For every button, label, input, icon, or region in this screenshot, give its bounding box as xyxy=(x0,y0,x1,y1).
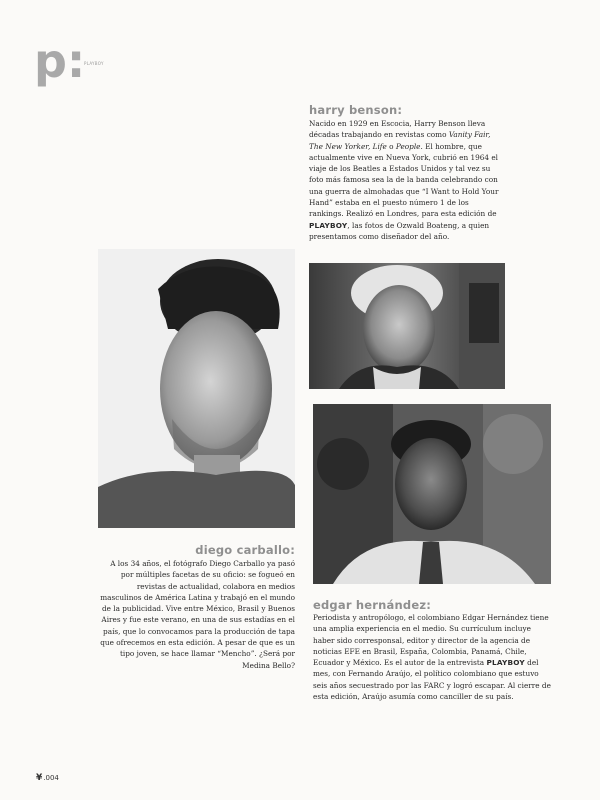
bio-text-run: People xyxy=(395,141,421,151)
playboy-bunny-icon: ¥ xyxy=(36,773,43,783)
edgar-hernandez-photo xyxy=(313,404,551,584)
harry-benson-heading: harry benson: xyxy=(309,103,403,117)
section-logo xyxy=(34,34,104,94)
logo-letter: p: xyxy=(34,34,86,88)
diego-carballo-heading: diego carballo: xyxy=(195,543,295,557)
logo-subtitle: PLAYBOY xyxy=(84,61,104,66)
bio-text-run: del mes, con Fernando Araújo, el político colombiano que estuvo seis años secuestrado por las FARC y logró escapar. Al cierre de esta edición, Araújo asumía como canciller de su país. xyxy=(313,658,551,702)
diego-carballo-bio xyxy=(98,558,295,671)
harry-benson-photo xyxy=(309,263,505,389)
harry-benson-bio xyxy=(309,118,505,242)
playboy-brand-text: PLAYBOY xyxy=(486,658,525,668)
bio-text-run: Nacido en 1929 en Escocia, Harry Benson lleva décadas trabajando en revistas como xyxy=(309,119,486,140)
bio-text-run: . El hombre, que actualmente vive en Nueva York, cubrió en 1964 el viaje de los Beatles a Estados Unidos y tal vez su foto más famosa sea la de la banda celebrando con una guerra de almohadas que “I Want to Hold Your Hand” estaba en el puesto número 1 de los rankings. Realizó en Londres, para esta edición de xyxy=(309,141,499,219)
bio-text-run: A los 34 años, el fotógrafo Diego Carballo ya pasó por múltiples facetas de su oficio: se fogueó en revistas de actualidad, colabora en medios masculinos de América Latina y trabajó en el mundo de la publicidad. Vive entre México, Brasil y Buenos Aires y fue este verano, en una de sus estadías en el país, que lo convocamos para la producción de tapa que ofrecemos en esta edición. A pesar de que es un tipo joven, se hace llamar “Mencho”. ¿Será por Medina Bello? xyxy=(100,559,295,670)
edgar-hernandez-bio xyxy=(313,612,553,702)
edgar-hernandez-heading: edgar hernández: xyxy=(313,598,432,612)
playboy-brand-text: PLAYBOY xyxy=(309,220,348,230)
page-footer xyxy=(36,773,59,783)
diego-carballo-photo xyxy=(98,249,295,528)
bio-text-run: Periodista y antropólogo, el colombiano Edgar Hernández tiene una amplia experiencia en el medio. Su currículum incluye haber sido corresponsal, editor y director de la agencia de noticias EFE en Brasil, España, Colombia, Panamá, Chile, Ecuador y México. Es el autor de la entrevista xyxy=(313,613,549,668)
bio-text-run: , las fotos de Ozwald Boateng, a quien presentamos como diseñador del año. xyxy=(309,220,490,241)
bio-text-run: Vanity Fair, The New Yorker, Life xyxy=(309,130,491,151)
bio-text-run: o xyxy=(386,141,396,151)
page-number: .004 xyxy=(43,774,59,782)
